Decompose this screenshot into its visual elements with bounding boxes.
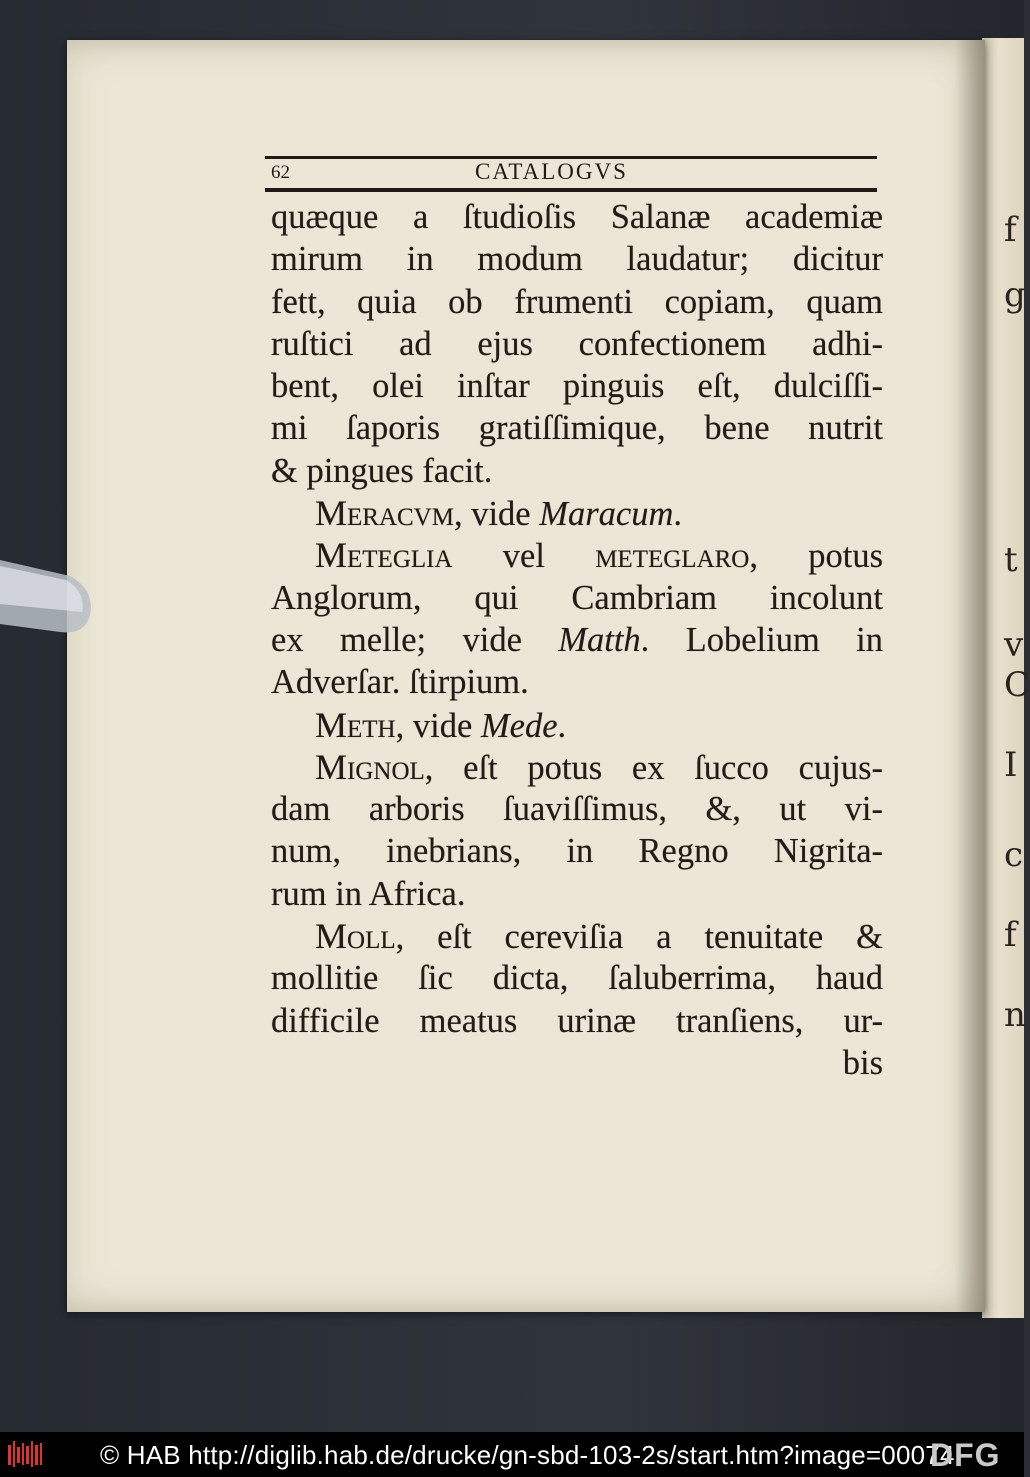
- text-line: bent, olei inſtar pinguis eſt, dulciſſi-: [271, 367, 883, 406]
- cross-reference: Maracum: [539, 495, 674, 534]
- running-head: CATALOGVS: [475, 159, 628, 184]
- entry-text: , eſt potus ex ſucco cujus-: [424, 748, 883, 787]
- entry-term: Meteglia: [315, 535, 453, 576]
- page-holder-clip: [0, 540, 100, 650]
- text-line: mirum in modum laudatur; dicitur: [271, 240, 883, 279]
- text-line: quæque a ſtudioſis Salanæ academiæ: [271, 198, 883, 236]
- cross-reference: Mede: [480, 706, 558, 745]
- entry-text: , vide: [395, 706, 481, 745]
- entry-text: .: [557, 706, 567, 745]
- text-line: num, inebrians, in Regno Nigrita-: [271, 832, 883, 871]
- text-line: Anglorum, qui Cambriam incolunt: [271, 578, 883, 617]
- entry-text: , vide: [453, 495, 540, 534]
- text-line: mollitie ſic dicta, ſaluberrima, haud: [271, 959, 883, 998]
- text-line: [271, 619, 883, 661]
- text-line: Adverſar. ſtirpium.: [271, 663, 529, 702]
- text-line: mi ſaporis gratiſſimique, bene nutrit: [271, 409, 883, 448]
- entry-text: , potus: [749, 537, 884, 576]
- page-gutter-shadow: [955, 40, 985, 1312]
- entry-meracum: [271, 492, 883, 534]
- entry-mignol: [271, 746, 883, 788]
- text-line: dam arboris ſuaviſſimus, &, ut vi-: [271, 790, 883, 829]
- entry-meth: [271, 704, 883, 746]
- entry-text: .: [673, 495, 683, 534]
- header-rule-bottom: [265, 188, 877, 192]
- entry-text: ex melle; vide: [271, 620, 559, 659]
- entry-term: Meth: [315, 704, 396, 745]
- page-text: [271, 196, 883, 1084]
- page-header: [265, 148, 877, 192]
- text-line: difficile meatus urinæ tranſiens, ur-: [271, 1001, 883, 1040]
- footer-bar: [0, 1432, 1024, 1477]
- entry-text: . Lobelium in: [640, 620, 883, 659]
- text-line: rum in Africa.: [271, 874, 466, 913]
- text-line: & pingues facit.: [271, 451, 493, 490]
- text-line: fett, quia ob frumenti copiam, quam: [271, 282, 883, 321]
- entry-term: meteglaro: [595, 535, 750, 576]
- entry-text: , eſt cereviſia a tenuitate &: [395, 918, 883, 957]
- adjacent-page-edge: f g t v C I c f n: [982, 38, 1024, 1318]
- catchword: bis: [842, 1043, 883, 1082]
- entry-term: Moll: [315, 916, 396, 957]
- dfg-logo: DFG: [930, 1437, 1001, 1473]
- barcode-logo-icon: [8, 1441, 46, 1467]
- entry-moll: [271, 915, 883, 957]
- cross-reference: Matth: [558, 620, 641, 659]
- page-number: 62: [271, 162, 290, 183]
- entry-text: vel: [452, 537, 596, 576]
- entry-meteglia: [271, 534, 883, 576]
- entry-term: Meracvm: [315, 493, 454, 534]
- footer-attribution-link[interactable]: © HAB http://diglib.hab.de/drucke/gn-sbd-103-2s/start.htm?image=00074: [100, 1440, 955, 1470]
- text-line: ruſtici ad ejus confectionem adhi-: [271, 324, 883, 363]
- entry-term: Mignol: [315, 746, 425, 787]
